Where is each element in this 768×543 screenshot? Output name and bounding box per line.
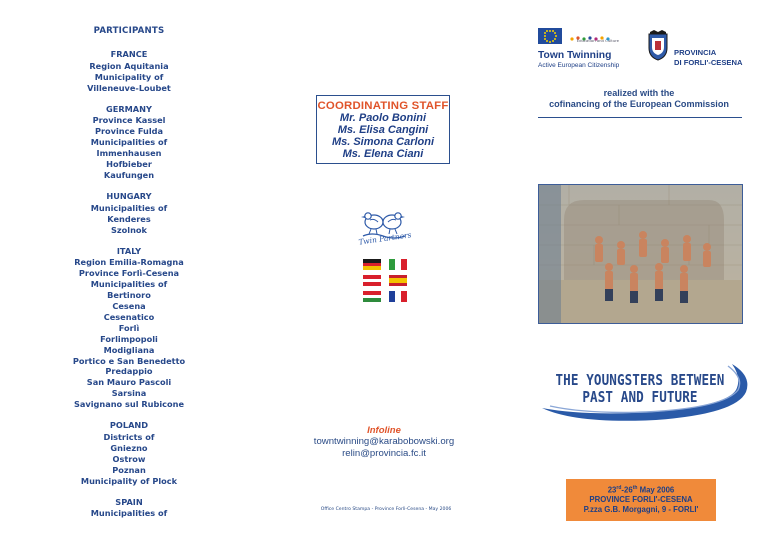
- education-culture-logo-icon: [568, 28, 618, 36]
- participant-group: [70, 191, 188, 236]
- province-crest-icon: [646, 30, 670, 62]
- participant-entry: Province Fulda: [94, 126, 164, 137]
- participant-entry: Sarsina: [111, 388, 147, 399]
- participant-entry: Savignano sul Rubicone: [73, 399, 185, 410]
- participant-entry: Immenhausen: [96, 148, 162, 159]
- participant-entry: San Mauro Pascoli: [86, 377, 172, 388]
- cofinancing-text: [538, 88, 740, 110]
- eu-star-icon: [552, 40, 554, 42]
- participants-column: [70, 26, 188, 529]
- twin-partners-logo-text: Twin Partners: [357, 230, 412, 247]
- event-place: PROVINCE FORLI'-CESENA: [589, 495, 693, 505]
- eu-star-icon: [555, 35, 557, 37]
- date-suffix: th: [632, 485, 638, 491]
- participant-entry: Cesenatico: [103, 311, 155, 322]
- staff-name: Ms. Elisa Cangini: [337, 124, 429, 136]
- infoline-block: [300, 425, 468, 460]
- eu-star-icon: [544, 35, 546, 37]
- eu-star-icon: [549, 30, 551, 32]
- country-name: POLAND: [109, 420, 149, 431]
- flag-spain-icon: [389, 275, 407, 286]
- participant-entry: Municipality of Plock: [80, 475, 178, 486]
- event-date-box: [566, 479, 716, 521]
- eu-flag-icon: [538, 28, 562, 44]
- country-name: GERMANY: [106, 103, 152, 114]
- participant-entry: Poznan: [112, 464, 146, 475]
- email-link[interactable]: relin@provincia.fc.it: [342, 448, 426, 459]
- eu-star-icon: [544, 32, 546, 34]
- participant-entry: Districts of: [103, 432, 155, 442]
- participant-entry: Portico e San Benedetto: [72, 355, 186, 366]
- date-suffix: rd: [616, 485, 622, 491]
- participant-entry: Hofbieber: [106, 159, 152, 170]
- participant-entry: Kaufungen: [103, 169, 155, 180]
- divider: [538, 117, 742, 118]
- participant-entry: Region Emilia-Romagna: [74, 257, 184, 268]
- flag-austria-icon: [363, 275, 381, 286]
- provincia-label: [674, 48, 742, 67]
- participant-entry: Kenderes: [107, 213, 151, 224]
- participant-entry: Ostrow: [112, 453, 146, 464]
- eu-star-icon: [554, 32, 556, 34]
- participant-entry: Forlimpopoli: [100, 333, 158, 344]
- date-month-year: May 2006: [637, 485, 675, 495]
- flag-france-icon: [389, 291, 407, 302]
- date-day-start: 23: [607, 485, 617, 495]
- participant-group: [70, 104, 188, 181]
- participant-entry: Forlì: [118, 322, 140, 333]
- provincia-line: PROVINCIA: [674, 48, 717, 57]
- coordinating-staff-box: [316, 95, 450, 164]
- participant-entry: Province Forlì-Cesena: [78, 268, 180, 279]
- participants-heading: PARTICIPANTS: [93, 26, 165, 36]
- partner-flags: [363, 259, 411, 305]
- participant-entry: Municipalities of: [90, 508, 168, 519]
- participant-entry: Predappio: [105, 366, 153, 377]
- staff-name: Ms. Simona Carloni: [331, 136, 435, 148]
- event-title-line1: THE YOUNGSTERS BETWEEN: [555, 370, 725, 389]
- participant-entry: Modigliana: [103, 344, 155, 355]
- email-link[interactable]: towntwinning@karabobowski.org: [313, 436, 455, 447]
- flag-germany-icon: [363, 259, 381, 270]
- participant-entry: Bertinoro: [107, 290, 151, 301]
- town-twinning-title: Town Twinning: [538, 50, 612, 61]
- event-title-line2: PAST AND FUTURE: [582, 387, 698, 406]
- cofinancing-line: cofinancing of the European Commission: [549, 99, 729, 110]
- eu-star-icon: [554, 38, 556, 40]
- cofinancing-line: realized with the: [603, 88, 675, 98]
- date-day-end: -26: [621, 485, 633, 495]
- participant-entry: Szolnok: [111, 224, 147, 235]
- participant-entry: Region Aquitania: [89, 60, 169, 71]
- twin-birds-logo-icon: [358, 208, 410, 256]
- country-name: SPAIN: [115, 496, 143, 507]
- event-address: P.zza G.B. Morgagni, 9 - FORLI': [583, 504, 699, 514]
- eu-star-icon: [549, 41, 551, 43]
- office-credit: Office Centro Stampa - Province Forlì-Cesena - May 2006: [320, 507, 452, 512]
- country-name: HUNGARY: [106, 190, 152, 201]
- infoline-label: Infoline: [367, 425, 401, 436]
- eu-star-icon: [546, 40, 548, 42]
- participant-entry: Gniezno: [110, 442, 148, 453]
- participant-entry: Municipalities of: [90, 202, 168, 213]
- provincia-line: DI FORLI'-CESENA: [674, 57, 743, 67]
- participant-entry: Municipality of: [94, 71, 164, 82]
- participant-entry: Cesena: [112, 301, 146, 312]
- flag-italy-icon: [389, 259, 407, 270]
- participants-groups: [70, 49, 188, 519]
- eu-star-icon: [546, 30, 548, 32]
- participant-entry: Municipalities of: [90, 279, 168, 290]
- staff-name: Ms. Elena Ciani: [342, 148, 424, 160]
- participant-group: [70, 49, 188, 94]
- participant-entry: Province Kassel: [92, 115, 166, 126]
- participant-entry: Villeneuve-Loubet: [87, 82, 171, 93]
- participant-entry: Municipalities of: [90, 137, 168, 148]
- education-culture-text: Education and Culture: [576, 38, 619, 43]
- country-name: FRANCE: [110, 48, 148, 59]
- event-dates: [566, 484, 716, 495]
- active-citizenship-subtitle: Active European Citizenship: [538, 62, 620, 69]
- group-photo: [538, 184, 743, 324]
- participant-group: [70, 497, 188, 520]
- flag-hungary-icon: [363, 291, 381, 302]
- participant-group: [70, 246, 188, 411]
- coordinating-staff-title: COORDINATING STAFF: [317, 100, 449, 112]
- participant-group: [70, 420, 188, 486]
- country-name: ITALY: [116, 245, 142, 256]
- staff-name: Mr. Paolo Bonini: [339, 112, 427, 124]
